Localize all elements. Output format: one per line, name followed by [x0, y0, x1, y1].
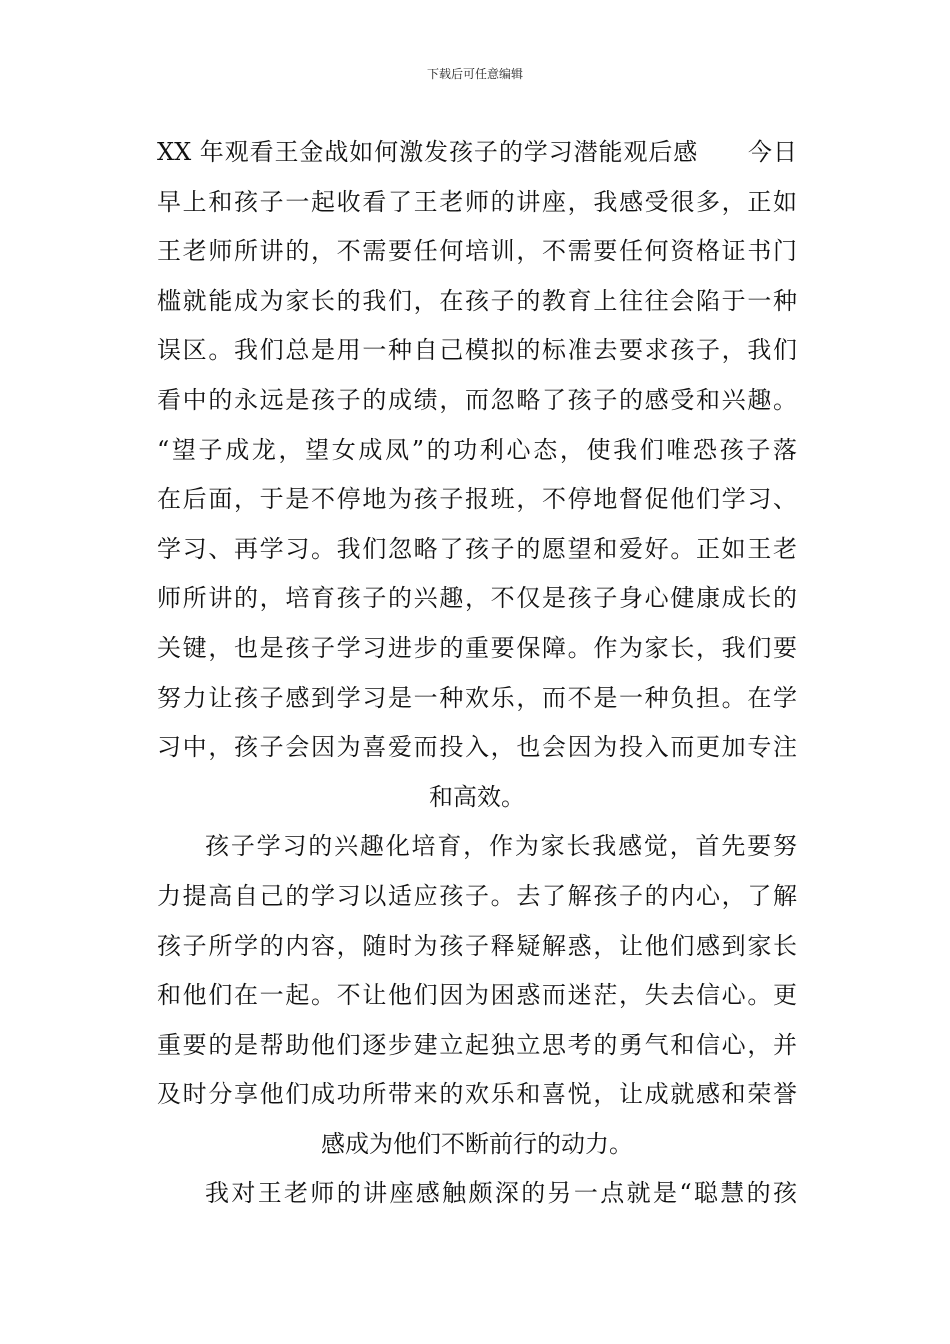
document-body [157, 128, 797, 1219]
text-line: 早上和孩子一起收看了王老师的讲座，我感受很多，正如 [157, 187, 797, 216]
text-line: 感成为他们不断前行的动力。 [321, 1129, 633, 1158]
text-line: 师所讲的，培育孩子的兴趣，不仅是孩子身心健康成长的 [157, 584, 797, 613]
text-line: 努力让孩子感到学习是一种欢乐，而不是一种负担。在学 [157, 683, 797, 712]
text-line: 槛就能成为家长的我们，在孩子的教育上往往会陷于一种 [157, 286, 797, 315]
text-line: 和他们在一起。不让他们因为困惑而迷茫，失去信心。更 [157, 981, 797, 1010]
text-line: 在后面，于是不停地为孩子报班，不停地督促他们学习、 [157, 485, 797, 514]
text-line: 我对王老师的讲座感触颇深的另一点就是“聪慧的孩 [205, 1179, 797, 1208]
text-line: 王老师所讲的，不需要任何培训，不需要任何资格证书门 [157, 237, 797, 266]
text-line: 孩子所学的内容，随时为孩子释疑解惑，让他们感到家长 [157, 931, 797, 960]
text-line: 关键，也是孩子学习进步的重要保障。作为家长，我们要 [157, 633, 797, 662]
text-line: 看中的永远是孩子的成绩，而忽略了孩子的感受和兴趣。 [157, 385, 797, 414]
text-line: 重要的是帮助他们逐步建立起独立思考的勇气和信心，并 [157, 1030, 797, 1059]
text-line: 习中，孩子会因为喜爱而投入，也会因为投入而更加专注 [157, 733, 797, 762]
text-line: 误区。我们总是用一种自己模拟的标准去要求孩子，我们 [157, 336, 797, 365]
text-line: 及时分享他们成功所带来的欢乐和喜悦，让成就感和荣誉 [157, 1080, 797, 1109]
page-header: 下载后可任意编辑 [426, 67, 523, 81]
text-line: 孩子学习的兴趣化培育，作为家长我感觉，首先要努 [205, 832, 797, 861]
text-line: 学习、再学习。我们忽略了孩子的愿望和爱好。正如王老 [157, 534, 797, 563]
text-line: XX 年观看王金战如何激发孩子的学习潜能观后感 今日 [157, 138, 797, 166]
text-line: 和高效。 [429, 782, 525, 811]
text-line: “望子成龙，望女成凤”的功利心态，使我们唯恐孩子落 [157, 435, 797, 464]
text-line: 力提高自己的学习以适应孩子。去了解孩子的内心，了解 [157, 881, 797, 910]
